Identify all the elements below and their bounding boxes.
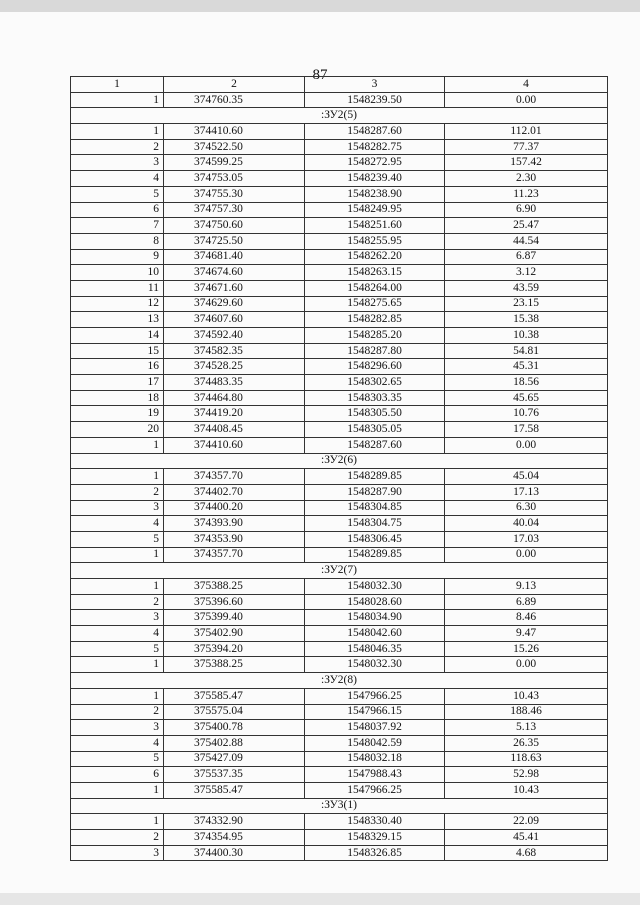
table-row — [71, 233, 608, 249]
point-number-cell: 20 — [71, 422, 164, 438]
point-number-cell: 14 — [71, 328, 164, 344]
point-number-cell: 4 — [71, 735, 164, 751]
distance-cell: 8.46 — [445, 610, 608, 626]
distance-cell: 10.43 — [445, 688, 608, 704]
x-coordinate-cell: 374400.20 — [164, 500, 305, 516]
point-number-cell: 13 — [71, 312, 164, 328]
y-coordinate-cell: 1548282.75 — [305, 139, 445, 155]
point-number-cell: 11 — [71, 280, 164, 296]
x-coordinate-cell: 374629.60 — [164, 296, 305, 312]
y-coordinate-cell: 1548262.20 — [305, 249, 445, 265]
distance-cell: 5.13 — [445, 720, 608, 736]
table-row — [71, 767, 608, 783]
x-coordinate-cell: 374400.30 — [164, 845, 305, 861]
distance-cell: 17.13 — [445, 484, 608, 500]
distance-cell: 0.00 — [445, 657, 608, 673]
point-number-cell: 5 — [71, 641, 164, 657]
distance-cell: 52.98 — [445, 767, 608, 783]
distance-cell: 9.47 — [445, 626, 608, 642]
y-coordinate-cell: 1548304.75 — [305, 516, 445, 532]
point-number-cell: 5 — [71, 531, 164, 547]
x-coordinate-cell: 374353.90 — [164, 531, 305, 547]
point-number-cell: 16 — [71, 359, 164, 375]
x-coordinate-cell: 374410.60 — [164, 437, 305, 453]
table-row — [71, 296, 608, 312]
distance-cell: 3.12 — [445, 265, 608, 281]
distance-cell: 45.04 — [445, 469, 608, 485]
distance-cell: 118.63 — [445, 751, 608, 767]
x-coordinate-cell: 375585.47 — [164, 782, 305, 798]
x-coordinate-cell: 375396.60 — [164, 594, 305, 610]
table-row — [71, 422, 608, 438]
distance-cell: 22.09 — [445, 814, 608, 830]
x-coordinate-cell: 374760.35 — [164, 92, 305, 108]
point-number-cell: 15 — [71, 343, 164, 359]
table-row — [71, 186, 608, 202]
table-row — [71, 547, 608, 563]
table-row — [71, 704, 608, 720]
distance-cell: 25.47 — [445, 218, 608, 234]
distance-cell: 15.26 — [445, 641, 608, 657]
x-coordinate-cell: 374464.80 — [164, 390, 305, 406]
table-row — [71, 218, 608, 234]
x-coordinate-cell: 374410.60 — [164, 124, 305, 140]
distance-cell: 6.90 — [445, 202, 608, 218]
y-coordinate-cell: 1548275.65 — [305, 296, 445, 312]
point-number-cell: 3 — [71, 845, 164, 861]
distance-cell: 23.15 — [445, 296, 608, 312]
point-number-cell: 1 — [71, 782, 164, 798]
page-number: 87 — [312, 67, 328, 83]
table-row — [71, 531, 608, 547]
point-number-cell: 12 — [71, 296, 164, 312]
x-coordinate-cell: 375388.25 — [164, 579, 305, 595]
point-number-cell: 3 — [71, 610, 164, 626]
table-row — [71, 469, 608, 485]
x-coordinate-cell: 374332.90 — [164, 814, 305, 830]
y-coordinate-cell: 1548249.95 — [305, 202, 445, 218]
table-row — [71, 265, 608, 281]
y-coordinate-cell: 1548251.60 — [305, 218, 445, 234]
y-coordinate-cell: 1548032.30 — [305, 579, 445, 595]
distance-cell: 2.30 — [445, 171, 608, 187]
y-coordinate-cell: 1548302.65 — [305, 375, 445, 391]
y-coordinate-cell: 1548326.85 — [305, 845, 445, 861]
x-coordinate-cell: 375399.40 — [164, 610, 305, 626]
section-header-row — [71, 108, 608, 124]
point-number-cell: 3 — [71, 155, 164, 171]
y-coordinate-cell: 1548255.95 — [305, 233, 445, 249]
column-header: 3 — [305, 77, 445, 93]
distance-cell: 10.38 — [445, 328, 608, 344]
y-coordinate-cell: 1548238.90 — [305, 186, 445, 202]
x-coordinate-cell: 375394.20 — [164, 641, 305, 657]
y-coordinate-cell: 1548028.60 — [305, 594, 445, 610]
x-coordinate-cell: 374419.20 — [164, 406, 305, 422]
table-row — [71, 359, 608, 375]
table-row — [71, 626, 608, 642]
section-label: :ЗУ3(1) — [71, 798, 608, 814]
y-coordinate-cell: 1548296.60 — [305, 359, 445, 375]
y-coordinate-cell: 1548304.85 — [305, 500, 445, 516]
section-header-row — [71, 798, 608, 814]
table-row — [71, 249, 608, 265]
table-row — [71, 688, 608, 704]
distance-cell: 10.43 — [445, 782, 608, 798]
x-coordinate-cell: 374357.70 — [164, 547, 305, 563]
y-coordinate-cell: 1548305.05 — [305, 422, 445, 438]
distance-cell: 0.00 — [445, 92, 608, 108]
coordinates-table — [70, 76, 608, 861]
distance-cell: 9.13 — [445, 579, 608, 595]
x-coordinate-cell: 374582.35 — [164, 343, 305, 359]
distance-cell: 45.41 — [445, 830, 608, 846]
distance-cell: 77.37 — [445, 139, 608, 155]
distance-cell: 45.31 — [445, 359, 608, 375]
x-coordinate-cell: 374483.35 — [164, 375, 305, 391]
table-row — [71, 155, 608, 171]
table-row — [71, 610, 608, 626]
x-coordinate-cell: 374671.60 — [164, 280, 305, 296]
column-header: 4 — [445, 77, 608, 93]
scanner-bottom-edge — [0, 893, 640, 905]
distance-cell: 0.00 — [445, 437, 608, 453]
point-number-cell: 1 — [71, 579, 164, 595]
x-coordinate-cell: 374755.30 — [164, 186, 305, 202]
distance-cell: 17.03 — [445, 531, 608, 547]
y-coordinate-cell: 1548330.40 — [305, 814, 445, 830]
point-number-cell: 5 — [71, 186, 164, 202]
table-row — [71, 814, 608, 830]
y-coordinate-cell: 1548037.92 — [305, 720, 445, 736]
y-coordinate-cell: 1548046.35 — [305, 641, 445, 657]
x-coordinate-cell: 375388.25 — [164, 657, 305, 673]
x-coordinate-cell: 375575.04 — [164, 704, 305, 720]
point-number-cell: 1 — [71, 688, 164, 704]
table-row — [71, 657, 608, 673]
distance-cell: 43.59 — [445, 280, 608, 296]
x-coordinate-cell: 374674.60 — [164, 265, 305, 281]
distance-cell: 15.38 — [445, 312, 608, 328]
point-number-cell: 1 — [71, 92, 164, 108]
table-row — [71, 720, 608, 736]
point-number-cell: 2 — [71, 594, 164, 610]
table-row — [71, 579, 608, 595]
distance-cell: 0.00 — [445, 547, 608, 563]
x-coordinate-cell: 374592.40 — [164, 328, 305, 344]
y-coordinate-cell: 1548239.50 — [305, 92, 445, 108]
table-header-row — [71, 77, 608, 93]
point-number-cell: 3 — [71, 720, 164, 736]
point-number-cell: 17 — [71, 375, 164, 391]
x-coordinate-cell: 375402.90 — [164, 626, 305, 642]
point-number-cell: 10 — [71, 265, 164, 281]
table-row — [71, 312, 608, 328]
table-row — [71, 641, 608, 657]
distance-cell: 157.42 — [445, 155, 608, 171]
y-coordinate-cell: 1548287.90 — [305, 484, 445, 500]
x-coordinate-cell: 374725.50 — [164, 233, 305, 249]
y-coordinate-cell: 1548032.18 — [305, 751, 445, 767]
y-coordinate-cell: 1548287.60 — [305, 124, 445, 140]
x-coordinate-cell: 374757.30 — [164, 202, 305, 218]
distance-cell: 4.68 — [445, 845, 608, 861]
y-coordinate-cell: 1548272.95 — [305, 155, 445, 171]
point-number-cell: 2 — [71, 704, 164, 720]
y-coordinate-cell: 1547966.25 — [305, 688, 445, 704]
x-coordinate-cell: 374599.25 — [164, 155, 305, 171]
point-number-cell: 1 — [71, 437, 164, 453]
table-row — [71, 594, 608, 610]
y-coordinate-cell: 1548289.85 — [305, 469, 445, 485]
point-number-cell: 1 — [71, 547, 164, 563]
point-number-cell: 9 — [71, 249, 164, 265]
section-header-row — [71, 673, 608, 689]
y-coordinate-cell: 1547966.25 — [305, 782, 445, 798]
table-row — [71, 751, 608, 767]
x-coordinate-cell: 375400.78 — [164, 720, 305, 736]
table-row — [71, 92, 608, 108]
point-number-cell: 19 — [71, 406, 164, 422]
x-coordinate-cell: 374750.60 — [164, 218, 305, 234]
distance-cell: 6.89 — [445, 594, 608, 610]
y-coordinate-cell: 1548329.15 — [305, 830, 445, 846]
point-number-cell: 18 — [71, 390, 164, 406]
distance-cell: 6.87 — [445, 249, 608, 265]
table-row — [71, 328, 608, 344]
distance-cell: 44.54 — [445, 233, 608, 249]
scanner-top-edge — [0, 0, 640, 12]
table-row — [71, 516, 608, 532]
y-coordinate-cell: 1548042.59 — [305, 735, 445, 751]
table-row — [71, 437, 608, 453]
y-coordinate-cell: 1547988.43 — [305, 767, 445, 783]
distance-cell: 17.58 — [445, 422, 608, 438]
table-row — [71, 171, 608, 187]
point-number-cell: 1 — [71, 657, 164, 673]
x-coordinate-cell: 374357.70 — [164, 469, 305, 485]
section-label: :ЗУ2(7) — [71, 563, 608, 579]
table-row — [71, 124, 608, 140]
table-row — [71, 782, 608, 798]
table-row — [71, 280, 608, 296]
y-coordinate-cell: 1548287.60 — [305, 437, 445, 453]
x-coordinate-cell: 375537.35 — [164, 767, 305, 783]
x-coordinate-cell: 374408.45 — [164, 422, 305, 438]
distance-cell: 40.04 — [445, 516, 608, 532]
distance-cell: 11.23 — [445, 186, 608, 202]
table-row — [71, 500, 608, 516]
section-label: :ЗУ2(5) — [71, 108, 608, 124]
x-coordinate-cell: 374393.90 — [164, 516, 305, 532]
y-coordinate-cell: 1548305.50 — [305, 406, 445, 422]
x-coordinate-cell: 375402.88 — [164, 735, 305, 751]
table-row — [71, 845, 608, 861]
y-coordinate-cell: 1548042.60 — [305, 626, 445, 642]
distance-cell: 10.76 — [445, 406, 608, 422]
x-coordinate-cell: 374528.25 — [164, 359, 305, 375]
point-number-cell: 3 — [71, 500, 164, 516]
distance-cell: 45.65 — [445, 390, 608, 406]
x-coordinate-cell: 374354.95 — [164, 830, 305, 846]
x-coordinate-cell: 374607.60 — [164, 312, 305, 328]
section-label: :ЗУ2(6) — [71, 453, 608, 469]
table-row — [71, 406, 608, 422]
distance-cell: 6.30 — [445, 500, 608, 516]
y-coordinate-cell: 1548303.35 — [305, 390, 445, 406]
x-coordinate-cell: 374522.50 — [164, 139, 305, 155]
y-coordinate-cell: 1548285.20 — [305, 328, 445, 344]
point-number-cell: 4 — [71, 171, 164, 187]
y-coordinate-cell: 1548263.15 — [305, 265, 445, 281]
y-coordinate-cell: 1548034.90 — [305, 610, 445, 626]
point-number-cell: 6 — [71, 767, 164, 783]
column-header: 1 — [71, 77, 164, 93]
distance-cell: 54.81 — [445, 343, 608, 359]
y-coordinate-cell: 1548289.85 — [305, 547, 445, 563]
table-row — [71, 375, 608, 391]
y-coordinate-cell: 1547966.15 — [305, 704, 445, 720]
distance-cell: 26.35 — [445, 735, 608, 751]
y-coordinate-cell: 1548264.00 — [305, 280, 445, 296]
table-row — [71, 484, 608, 500]
x-coordinate-cell: 374681.40 — [164, 249, 305, 265]
table-row — [71, 390, 608, 406]
x-coordinate-cell: 374753.05 — [164, 171, 305, 187]
table-row — [71, 735, 608, 751]
section-header-row — [71, 453, 608, 469]
point-number-cell: 1 — [71, 469, 164, 485]
point-number-cell: 4 — [71, 626, 164, 642]
x-coordinate-cell: 374402.70 — [164, 484, 305, 500]
distance-cell: 188.46 — [445, 704, 608, 720]
point-number-cell: 1 — [71, 814, 164, 830]
point-number-cell: 6 — [71, 202, 164, 218]
point-number-cell: 4 — [71, 516, 164, 532]
coordinates-table-body — [71, 77, 608, 861]
section-header-row — [71, 563, 608, 579]
point-number-cell: 2 — [71, 484, 164, 500]
table-row — [71, 830, 608, 846]
x-coordinate-cell: 375427.09 — [164, 751, 305, 767]
point-number-cell: 7 — [71, 218, 164, 234]
point-number-cell: 2 — [71, 139, 164, 155]
distance-cell: 112.01 — [445, 124, 608, 140]
table-row — [71, 202, 608, 218]
y-coordinate-cell: 1548239.40 — [305, 171, 445, 187]
y-coordinate-cell: 1548282.85 — [305, 312, 445, 328]
point-number-cell: 5 — [71, 751, 164, 767]
y-coordinate-cell: 1548032.30 — [305, 657, 445, 673]
point-number-cell: 8 — [71, 233, 164, 249]
distance-cell: 18.56 — [445, 375, 608, 391]
y-coordinate-cell: 1548306.45 — [305, 531, 445, 547]
table-row — [71, 343, 608, 359]
table-row — [71, 139, 608, 155]
y-coordinate-cell: 1548287.80 — [305, 343, 445, 359]
x-coordinate-cell: 375585.47 — [164, 688, 305, 704]
point-number-cell: 1 — [71, 124, 164, 140]
section-label: :ЗУ2(8) — [71, 673, 608, 689]
point-number-cell: 2 — [71, 830, 164, 846]
column-header: 2 — [164, 77, 305, 93]
